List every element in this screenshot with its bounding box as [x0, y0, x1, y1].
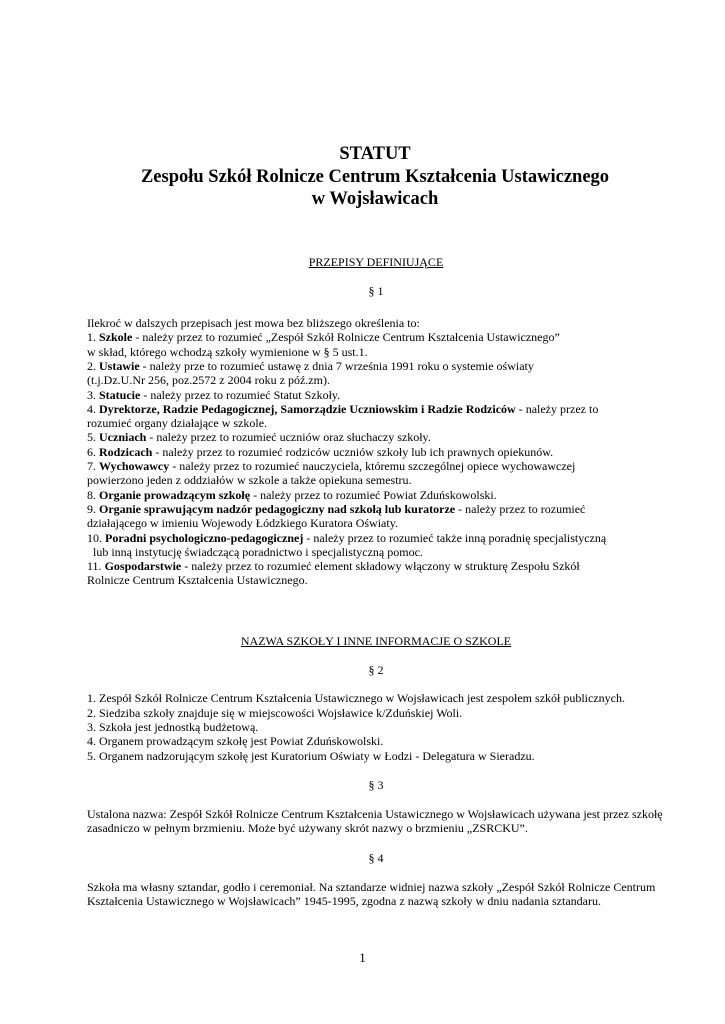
title-line-2: Zespołu Szkół Rolnicze Centrum Kształcenia Ustawicznego: [140, 166, 610, 187]
definition-item: 10. Poradni psychologiczno-pedagogicznej - należy przez to rozumieć także inną poradnię specjalistyczną lub inną instytucję świadczącą poradnictwo i specjalistyczną pomoc.: [87, 530, 607, 559]
section-heading-definitions: PRZEPISY DEFINIUJĄCE: [308, 254, 444, 269]
list-item: 3. Szkoła jest jednostką budżetową.: [87, 719, 259, 734]
paragraph-mark-2: § 2: [368, 663, 384, 678]
paragraph-3-text: Ustalona nazwa: Zespół Szkół Rolnicze Centrum Kształcenia Ustawicznego w Wojsławicach używana jest przez szkołę zasadniczo w pełnym brzmieniu. Może być używany skrót nazwy o brzmieniu „ZSRCKU”.: [87, 807, 663, 836]
definition-item: 1. Szkole - należy przez to rozumieć „Zespół Szkół Rolnicze Centrum Kształcenia Ustawicznego” w skład, którego wchodzą szkoły wymienione w § 5 ust.1.: [87, 330, 560, 359]
definition-item: 8. Organie prowadzącym szkołę - należy przez to rozumieć Powiat Zduńskowolski.: [87, 487, 497, 502]
page-number: 1: [359, 950, 366, 965]
document-title: [85, 143, 665, 211]
school-info-list: [87, 691, 665, 762]
definition-item: 2. Ustawie - należy prze to rozumieć ustawę z dnia 7 września 1991 roku o systemie oświaty (t.j.Dz.U.Nr 256, poz.2572 z 2004 roku z póź.zm).: [87, 358, 534, 388]
title-line-1: STATUT: [339, 144, 411, 164]
title-line-3: w Wojsławicach: [311, 189, 439, 209]
definition-item: 9. Organie sprawującym nadzór pedagogiczny nad szkołą lub kuratorze - należy przez to rozumieć działającego w imieniu Wojewody Łódzkiego Kuratora Oświaty.: [87, 501, 586, 531]
definition-item: 5. Uczniach - należy przez to rozumieć uczniów oraz słuchaczy szkoły.: [87, 430, 431, 445]
paragraph-4-text: Szkoła ma własny sztandar, godło i ceremoniał. Na sztandarze widniej nazwa szkoły „Zespół Szkół Rolnicze Centrum Kształcenia Ustawicznego w Wojsławicach” 1945-1995, zgodna z nazwą szkoły w dniu nadania sztandaru.: [87, 880, 656, 909]
list-item: 4. Organem prowadzącym szkołę jest Powiat Zduńskowolski.: [87, 734, 384, 749]
list-item: 2. Siedziba szkoły znajduje się w miejscowości Wojsławice k/Zduńskiej Woli.: [87, 705, 463, 720]
definition-item: 6. Rodzicach - należy przez to rozumieć rodziców uczniów szkoły lub ich prawnych opiekunów.: [87, 444, 554, 459]
definition-item: 11. Gospodarstwie - należy przez to rozumieć element składowy włączony w strukturę Zespołu Szkół Rolnicze Centrum Kształcenia Ustawicznego.: [87, 559, 580, 588]
definition-item: 4. Dyrektorze, Radzie Pedagogicznej, Samorządzie Uczniowskim i Radzie Rodziców - należy przez to rozumieć organy działające w szkole.: [87, 401, 599, 431]
paragraph-mark-4: § 4: [368, 850, 384, 865]
definition-item: 7. Wychowawcy - należy przez to rozumieć nauczyciela, któremu szczególnej opiece wychowawczej powierzono jeden z oddziałów w szkole a także opiekuna semestru.: [87, 459, 576, 488]
definitions-list: [87, 330, 665, 587]
definition-item: 3. Statucie - należy przez to rozumieć Statut Szkoły.: [87, 387, 341, 402]
paragraph-mark-1: § 1: [368, 283, 384, 298]
section-heading-school-info: NAZWA SZKOŁY I INNE INFORMACJE O SZKOLE: [240, 633, 512, 648]
list-item: 5. Organem nadzorującym szkołę jest Kuratorium Oświaty w Łodzi - Delegatura w Sieradzu.: [87, 748, 535, 763]
definitions-intro: Ilekroć w dalszych przepisach jest mowa bez bliższego określenia to:: [87, 316, 420, 331]
paragraph-mark-3: § 3: [368, 777, 384, 792]
list-item: 1. Zespół Szkół Rolnicze Centrum Kształcenia Ustawicznego w Wojsławicach jest zespołem szkół publicznych.: [87, 691, 625, 706]
